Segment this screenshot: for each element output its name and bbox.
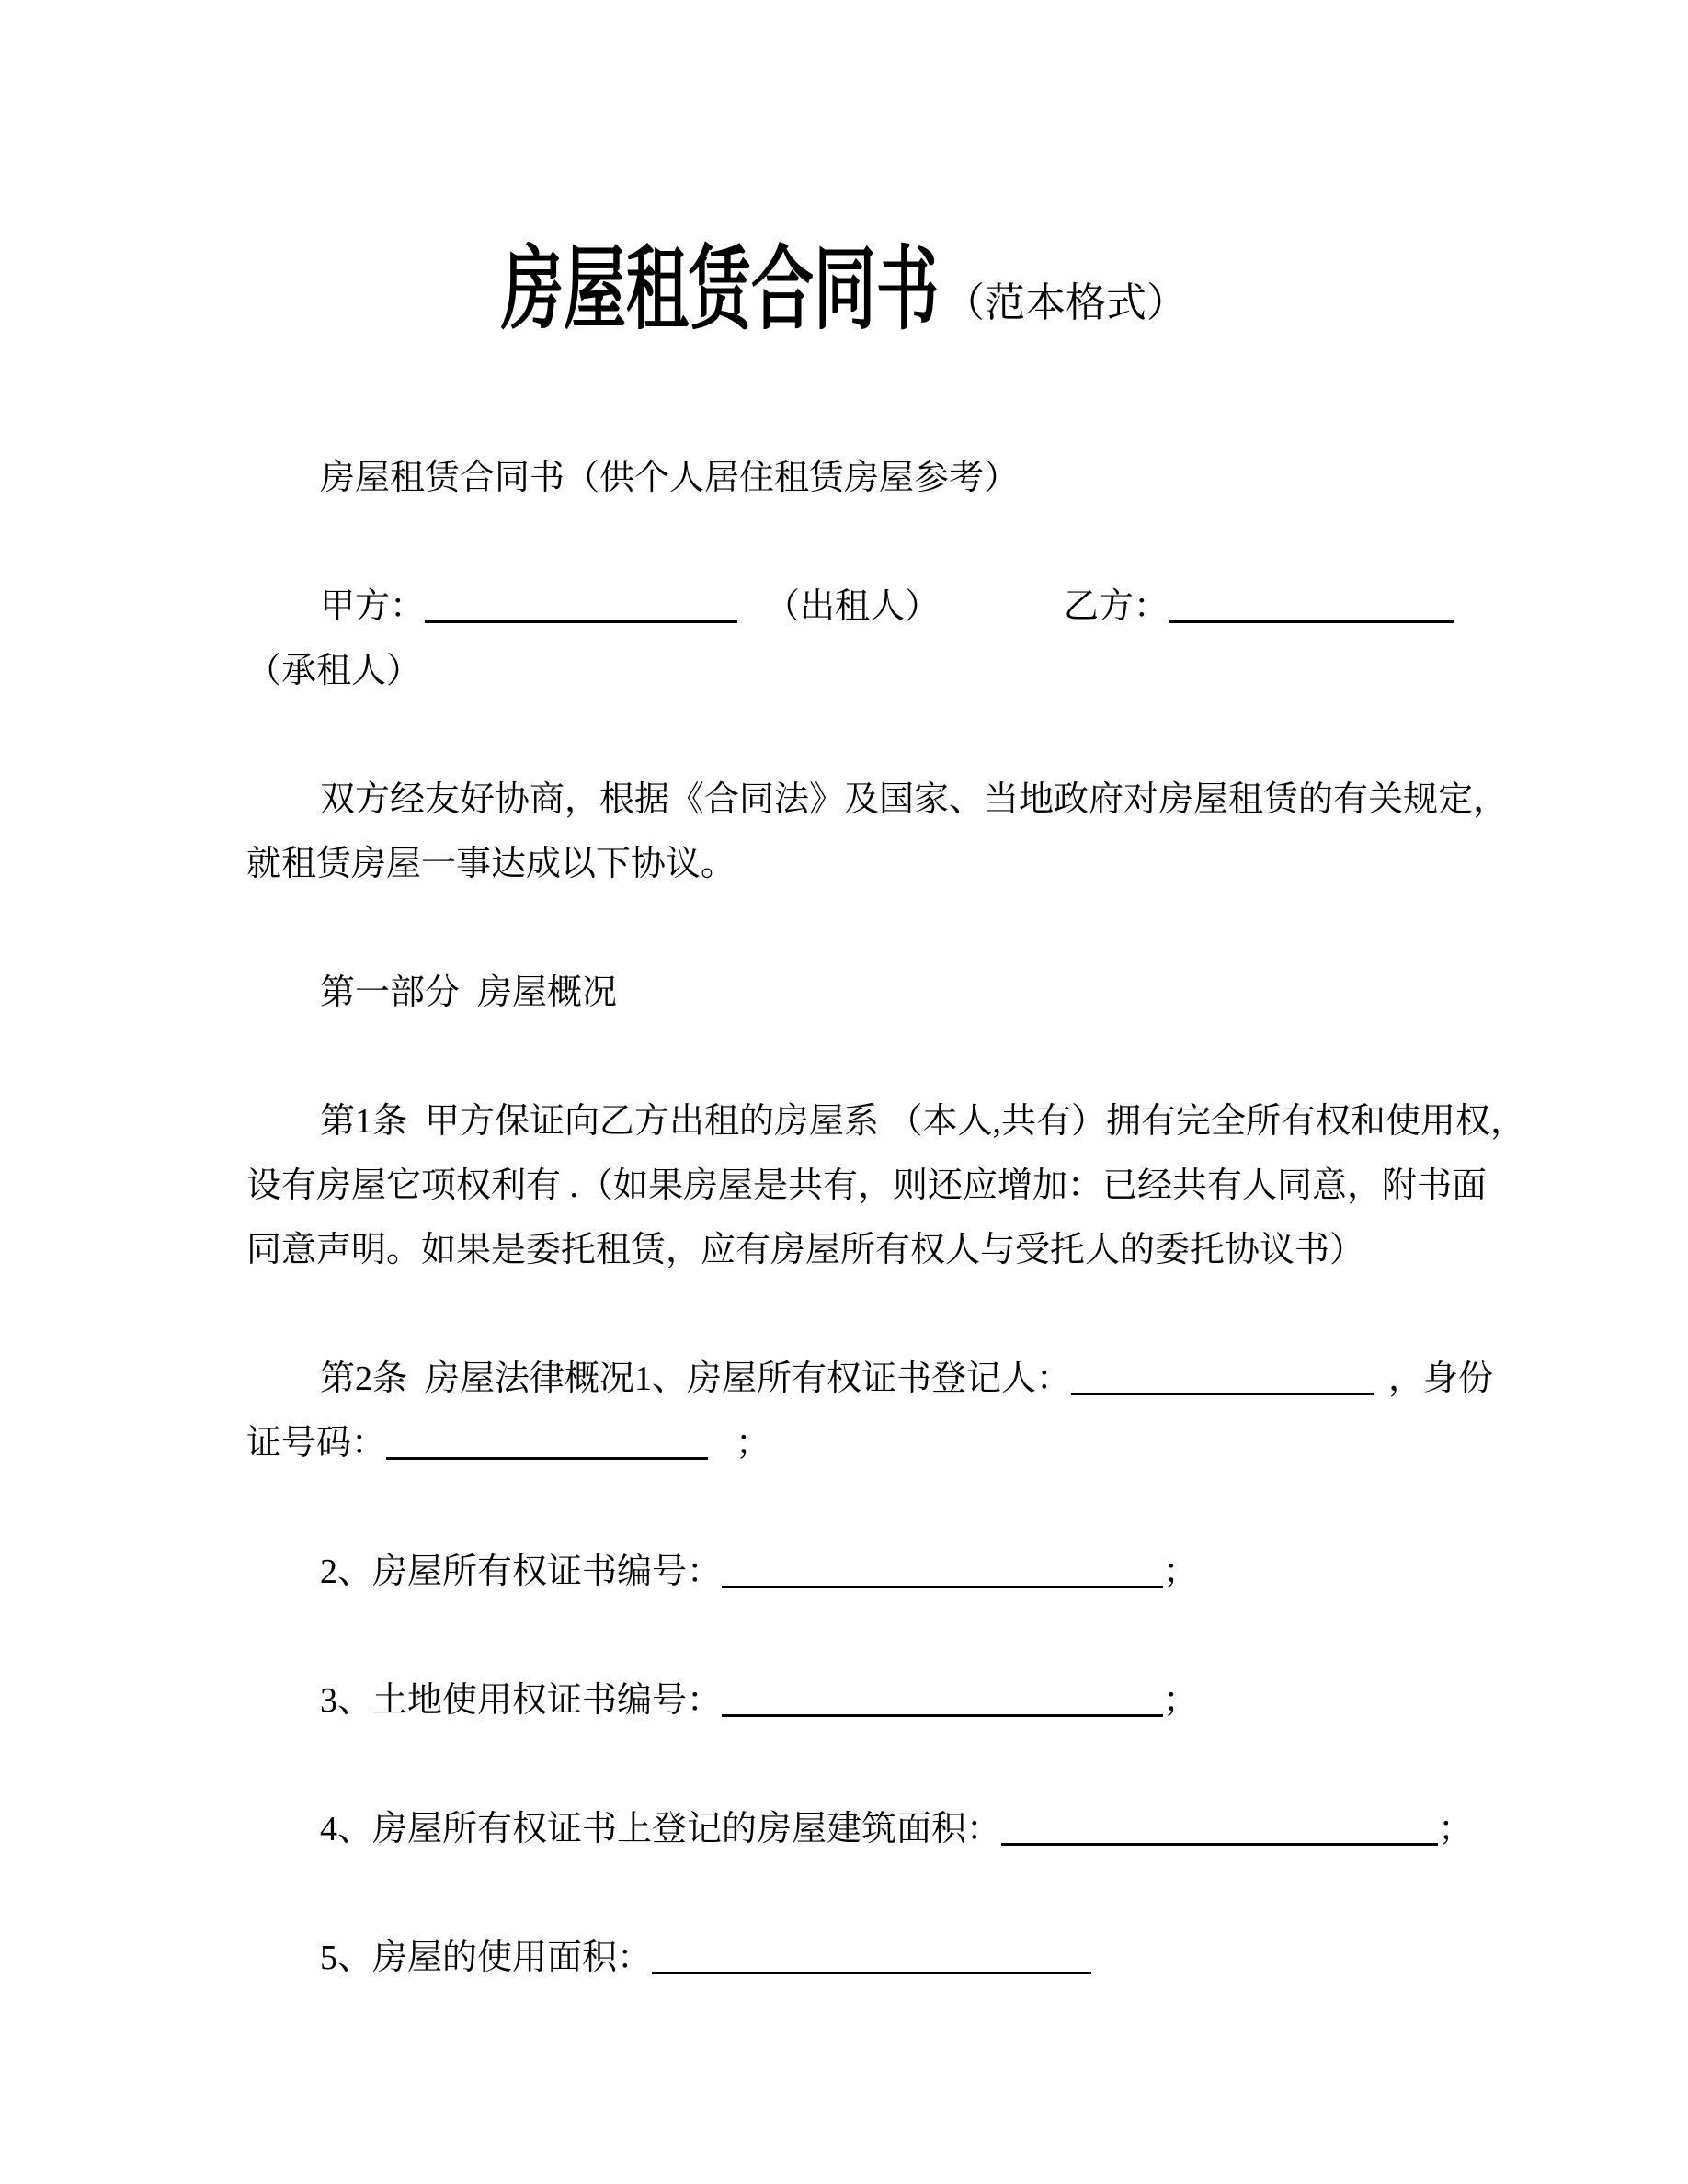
text-segment: 设有房屋它项权利有 .（如果房屋是共有，则还应增加：已经共有人同意，附书面 <box>246 1166 1488 1205</box>
text-segment: 同意声明。如果是委托租赁，应有房屋所有权人与受托人的委托协议书） <box>246 1231 1365 1269</box>
text-line <box>246 1797 1474 1861</box>
text-line <box>246 1347 1494 1411</box>
text-line <box>246 961 1462 1025</box>
text-segment: 第一部分 房屋概况 <box>320 973 618 1012</box>
text-segment: ，身份 <box>1388 1359 1494 1398</box>
fill-in-blank[interactable] <box>1169 609 1454 623</box>
paragraph <box>246 1540 1462 1604</box>
text-line <box>246 768 1509 832</box>
text-line <box>246 1668 1462 1733</box>
text-segment: （承租人） <box>246 652 422 690</box>
whitespace-gap <box>940 617 1064 618</box>
text-line <box>246 639 1462 703</box>
paragraph <box>246 1347 1494 1475</box>
text-segment: 甲方： <box>320 587 426 626</box>
paragraph <box>246 1797 1474 1861</box>
text-line <box>246 1218 1462 1282</box>
text-line <box>246 446 1462 510</box>
text-line <box>246 1926 1462 1990</box>
text-segment: ； <box>1163 1681 1199 1720</box>
paragraph <box>246 1926 1462 1990</box>
fill-in-blank[interactable] <box>425 609 737 623</box>
paragraph <box>246 574 1462 703</box>
fill-in-blank[interactable] <box>722 1703 1163 1717</box>
fill-in-blank[interactable] <box>652 1961 1091 1974</box>
text-segment: 乙方： <box>1064 587 1169 626</box>
fill-in-blank[interactable] <box>1001 1832 1438 1846</box>
text-line <box>246 1540 1462 1604</box>
text-line <box>246 1411 1462 1475</box>
text-segment: 就租赁房屋一事达成以下协议。 <box>246 845 736 883</box>
text-segment: ； <box>1163 1553 1199 1591</box>
text-line <box>246 1154 1488 1218</box>
paragraph <box>246 1668 1462 1733</box>
text-segment: （出租人） <box>765 587 941 626</box>
document-title-row <box>0 235 1688 341</box>
text-line <box>246 574 1462 639</box>
fill-in-blank[interactable] <box>722 1575 1163 1588</box>
fill-in-blank[interactable] <box>1071 1382 1374 1395</box>
document-title: 房屋租赁合同书 <box>500 239 939 341</box>
text-segment: ； <box>736 1424 771 1462</box>
text-line <box>246 1089 1526 1154</box>
paragraph <box>246 768 1509 896</box>
document-title-subtitle: （范本格式） <box>944 280 1187 325</box>
whitespace-gap <box>1374 1389 1388 1390</box>
text-segment: 3、土地使用权证书编号： <box>320 1681 723 1720</box>
paragraph <box>246 961 1462 1025</box>
text-segment: ； <box>1438 1810 1474 1848</box>
whitespace-gap <box>708 1453 736 1454</box>
text-segment: 双方经友好协商，根据《合同法》及国家、当地政府对房屋租赁的有关规定， <box>320 780 1509 819</box>
text-segment: 2、房屋所有权证书编号： <box>320 1553 723 1591</box>
paragraph <box>246 1089 1526 1282</box>
text-segment: 第1条 甲方保证向乙方出租的房屋系 （本人,共有）拥有完全所有权和使用权， <box>320 1102 1526 1141</box>
text-segment: 4、房屋所有权证书上登记的房屋建筑面积： <box>320 1810 1002 1848</box>
fill-in-blank[interactable] <box>386 1446 708 1460</box>
text-segment: 证号码： <box>246 1424 387 1462</box>
text-segment: 5、房屋的使用面积： <box>320 1939 653 1977</box>
text-segment: 第2条 房屋法律概况1、房屋所有权证书登记人： <box>320 1359 1072 1398</box>
whitespace-gap <box>737 617 765 618</box>
text-segment: 房屋租赁合同书（供个人居住租赁房屋参考） <box>320 459 1020 497</box>
document-body <box>0 446 1688 1990</box>
text-line <box>246 832 1462 896</box>
paragraph <box>246 446 1462 510</box>
